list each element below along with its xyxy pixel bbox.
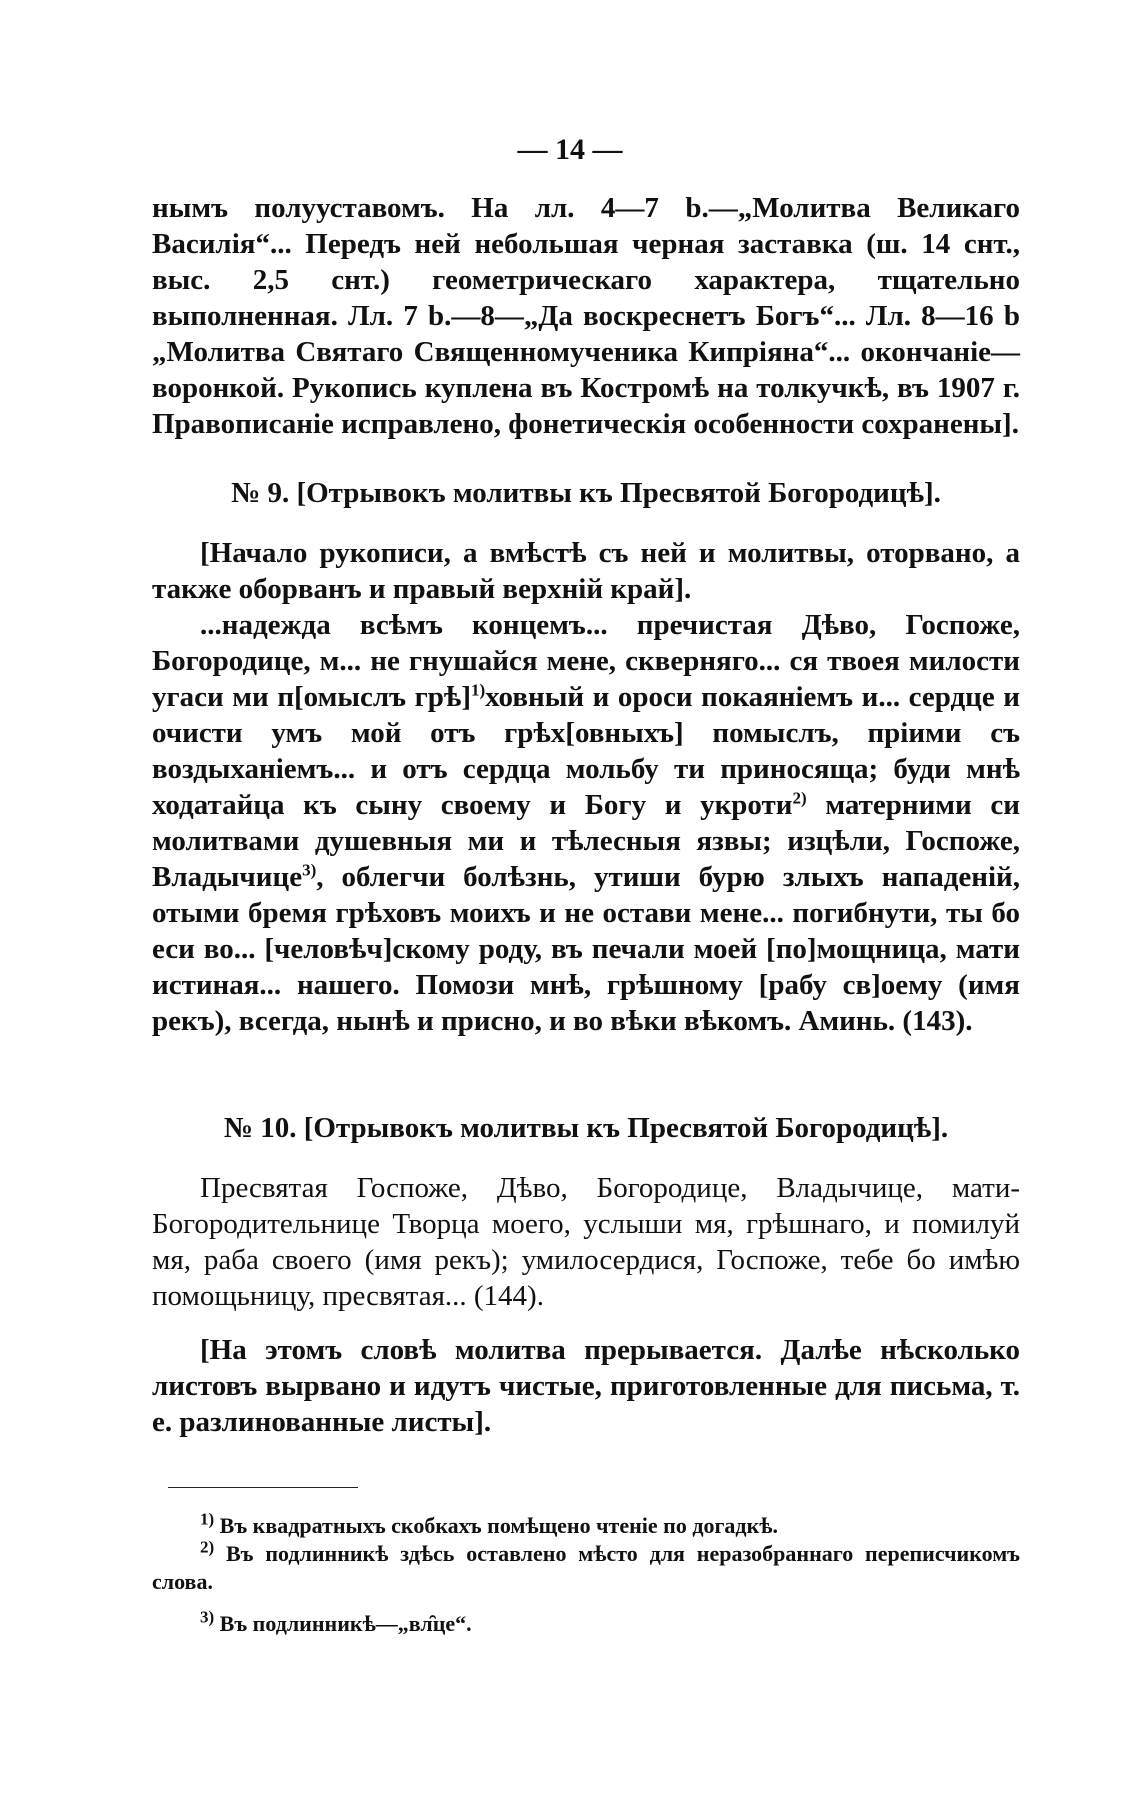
footnote-mark: 2): [200, 1537, 215, 1557]
section-9: [152, 475, 1020, 511]
section-10: [152, 1110, 1020, 1146]
footnote-mark: 3): [200, 1607, 215, 1627]
footnote-ref-3: 3): [302, 860, 317, 880]
section-10-heading: № 10. [Отрывокъ молитвы къ Пресвятой Богородицѣ].: [223, 1112, 949, 1144]
section-9-body: [152, 535, 1020, 1039]
footnote-divider: [168, 1487, 358, 1488]
section-9-note: [Начало рукописи, а вмѣстѣ съ ней и молитвы, оторвано, а также оборванъ и правый верхній край].: [152, 537, 1020, 605]
footnote-ref-1: 1): [470, 680, 486, 700]
intro-paragraph: нымъ полууставомъ. На лл. 4—7 b.—„Молитва Великаго Василія“... Передъ ней небольшая черная заставка (ш. 14 снт., выс. 2,5 снт.) геометрическаго характера, тщательно выполненная. Лл. 7 b.—8—„Да воскреснетъ Богъ“... Лл. 8—16 b „Молитва Святаго Священномученика Кипріяна“... окончаніе—воронкой. Рукопись куплена въ Костромѣ на толкучкѣ, въ 1907 г. Правописаніе исправлено, фонетическія особенности сохранены].: [152, 192, 1020, 440]
prayer-text-c: матерними си молитвами душевныя ми и тѣлесныя язвы; изцѣли, Госпоже, Владычице: [152, 789, 1020, 893]
footnote-text: Въ подлинникѣ здѣсь оставлено мѣсто для неразобраннаго переписчикомъ слова.: [152, 1541, 1020, 1594]
footnote-text: Въ квадратныхъ скобкахъ помѣщено чтеніе по догадкѣ.: [214, 1513, 778, 1538]
footnote-text: Въ подлинникѣ—„вл̑це“.: [214, 1611, 472, 1636]
section-9-prayer: [152, 607, 1020, 1039]
section-10-body: [152, 1170, 1020, 1440]
footnotes: [152, 1509, 1020, 1638]
section-10-prayer: Пресвятая Госпоже, Дѣво, Богородице, Владычице, мати-Богородительнице Творца моего, услыши мя, грѣшнаго, и помилуй мя, раба своего (имя рекъ); умилосердися, Госпоже, тебе бо имѣю помощьницу, пресвятая... (144).: [152, 1172, 1020, 1312]
footnote-mark: 1): [200, 1509, 215, 1529]
prayer-text-d: , облегчи болѣзнь, утиши бурю злыхъ нападеній, отыми бремя грѣховъ моихъ и не остави мене... погибнути, ты бо еси во... [человѣч]скому роду, въ печали моей [по]мощница, мати истиная... нашего. Помози мнѣ, грѣшному [рабу св]оему (имя рекъ), всегда, нынѣ и присно, и во вѣки вѣкомъ. Аминь. (143).: [152, 861, 1020, 1037]
intro-block: [152, 190, 1020, 442]
footnote-1: [152, 1509, 1020, 1540]
section-10-note: [На этомъ словѣ молитва прерывается. Далѣе нѣсколько листовъ вырвано и идутъ чистые, приготовленные для письма, т. е. разлинованные листы].: [152, 1334, 1020, 1438]
footnote-3: [152, 1607, 1020, 1638]
footnote-2: [152, 1537, 1020, 1596]
prayer-text-b: ховный и ороси покаяніемъ и... сердце и очисти умъ мой отъ грѣх[овныхъ] помыслъ, пріими съ воздыханіемъ... и отъ сердца мольбу ти приносяща; буди мнѣ ходатайца къ сыну своему и Богу и укроти: [152, 681, 1020, 821]
section-9-heading: № 9. [Отрывокъ молитвы къ Пресвятой Богородицѣ].: [231, 477, 941, 509]
footnote-ref-2: 2): [792, 788, 807, 808]
page-number: — 14 —: [517, 133, 623, 166]
prayer-text-a: ...надежда всѣмъ концемъ... пречистая Дѣво, Госпоже, Богородице, м... не гнушайся мене, скверняго... ся твоея милости угаси ми п[омыслъ грѣ]: [152, 609, 1020, 713]
